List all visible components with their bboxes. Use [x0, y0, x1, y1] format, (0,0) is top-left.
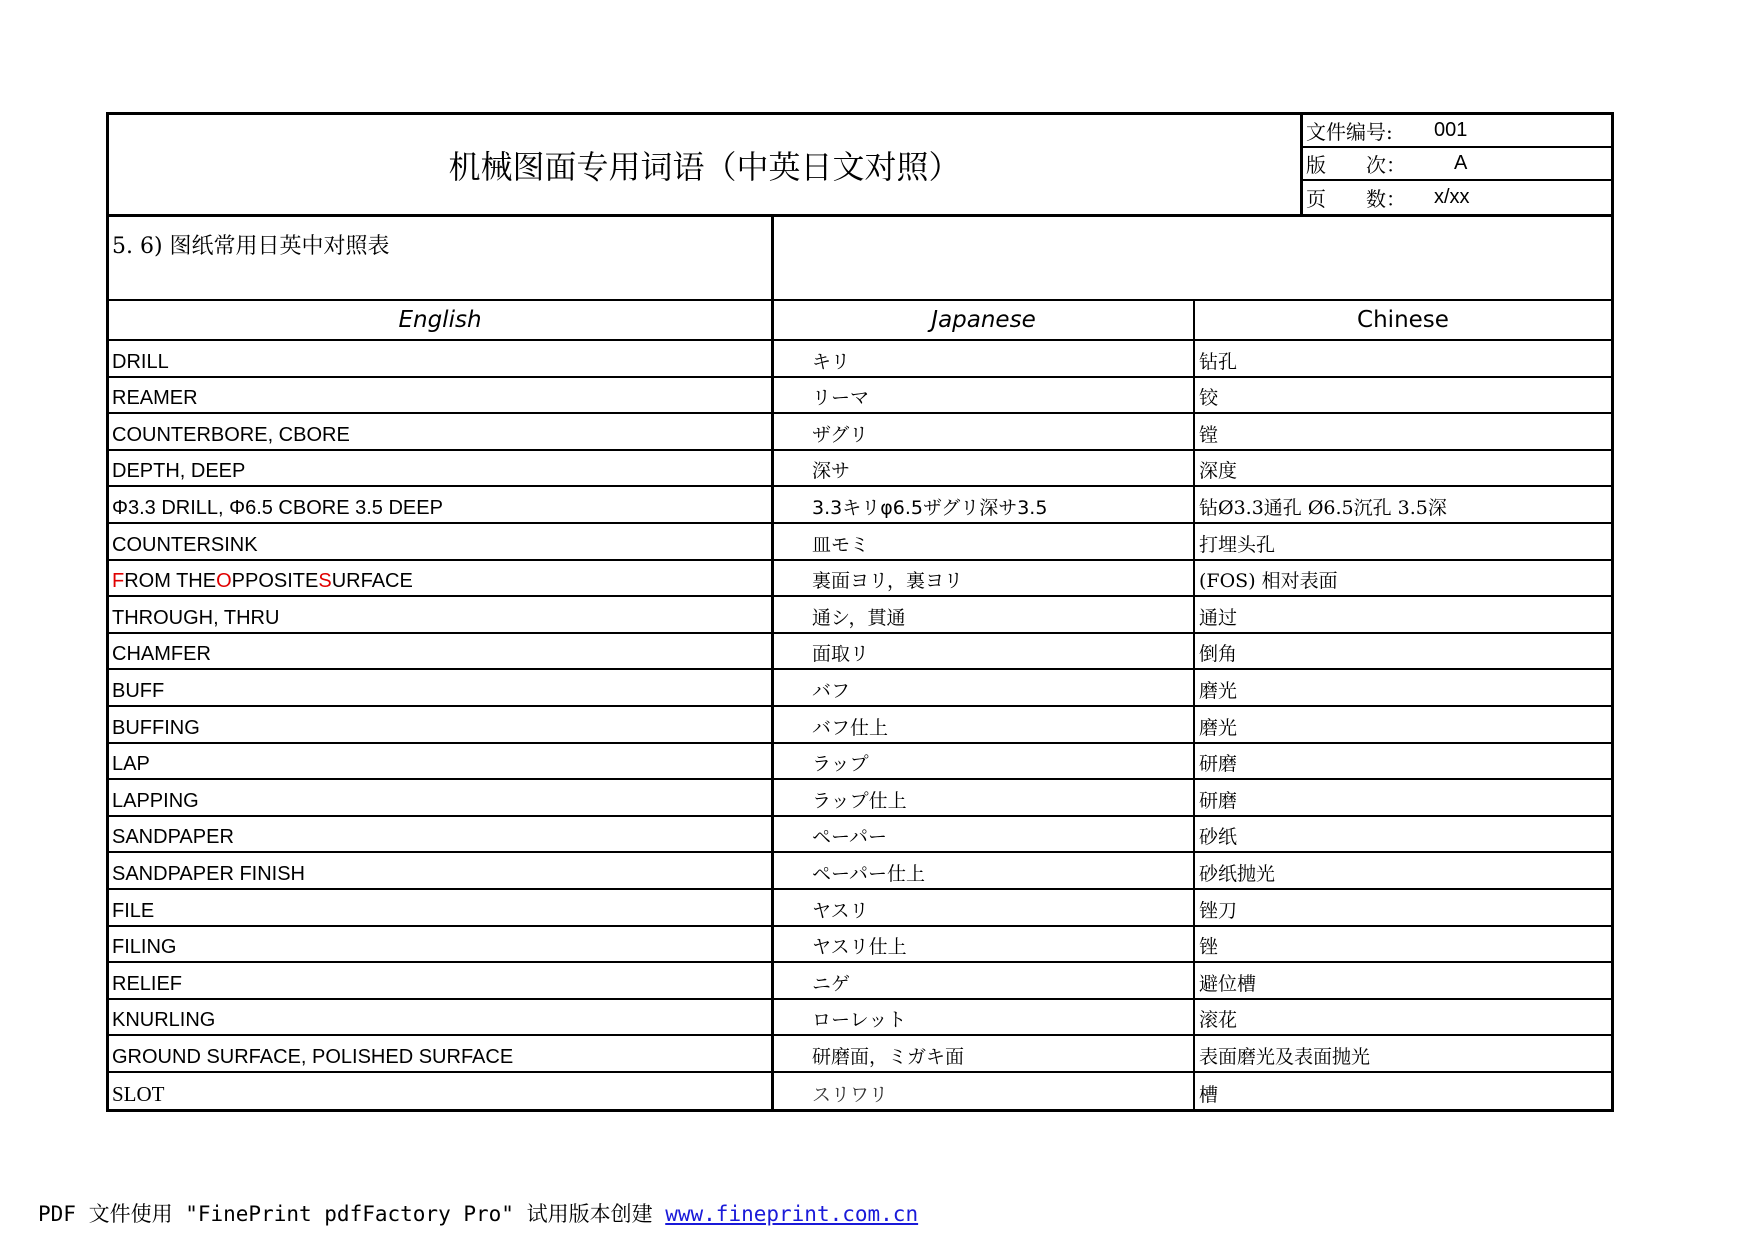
cell-english: SANDPAPER FINISH — [109, 853, 774, 888]
table-row — [109, 707, 1611, 744]
cell-japanese: スリワリ — [774, 1073, 1195, 1110]
meta-row-version — [1303, 148, 1611, 181]
section-label: 5. 6) 图纸常用日英中对照表 — [109, 217, 774, 299]
cell-chinese: 打埋头孔 — [1199, 533, 1276, 556]
table-row — [109, 817, 1611, 854]
cell-english: THROUGH, THRU — [109, 597, 774, 632]
table-body — [109, 341, 1611, 1109]
table-row — [109, 414, 1611, 451]
meta-label: 页 数： — [1306, 187, 1406, 211]
cell-japanese: キリ — [774, 341, 1195, 376]
table-row — [109, 670, 1611, 707]
table-row — [109, 451, 1611, 488]
cell-chinese: (FOS) 相对表面 — [1199, 570, 1338, 593]
cell-chinese: 研磨 — [1199, 753, 1238, 776]
cell-english: DEPTH, DEEP — [109, 451, 774, 486]
cell-japanese: ラップ — [774, 744, 1195, 779]
cell-chinese: 通过 — [1199, 606, 1238, 629]
cell-english: SANDPAPER — [109, 817, 774, 852]
cell-chinese: 磨光 — [1199, 679, 1238, 702]
cell-japanese: バフ仕上 — [774, 707, 1195, 742]
pdf-footer — [38, 1198, 918, 1228]
table-row — [109, 744, 1611, 781]
column-header-english: English — [109, 301, 774, 339]
cell-japanese: ザグリ — [774, 414, 1195, 449]
cell-english: FILING — [109, 927, 774, 962]
cell-english: LAPPING — [109, 780, 774, 815]
cell-chinese: 镗 — [1199, 423, 1219, 446]
cell-english: KNURLING — [109, 1000, 774, 1035]
cell-chinese: 避位槽 — [1199, 972, 1257, 995]
cell-japanese: ニゲ — [774, 963, 1195, 998]
footer-link[interactable]: www.fineprint.com.cn — [665, 1202, 919, 1226]
meta-value: A — [1454, 152, 1468, 174]
cell-chinese: 研磨 — [1199, 789, 1238, 812]
document-meta — [1303, 115, 1611, 214]
table-row — [109, 1036, 1611, 1073]
cell-chinese: 锉 — [1199, 936, 1219, 959]
cell-english: BUFF — [109, 670, 774, 705]
document-table — [106, 112, 1614, 1112]
meta-label: 文件编号: — [1306, 120, 1393, 144]
table-row — [109, 1000, 1611, 1037]
table-row — [109, 524, 1611, 561]
section-empty-cell — [774, 217, 1611, 299]
cell-chinese: 铰 — [1199, 387, 1219, 410]
cell-japanese: 研磨面，ミガキ面 — [774, 1036, 1195, 1071]
cell-chinese: 深度 — [1199, 460, 1238, 483]
cell-chinese: 砂纸 — [1199, 826, 1238, 849]
table-header-row — [109, 301, 1611, 341]
acronym-letter: F — [112, 570, 125, 593]
section-row — [109, 217, 1611, 301]
table-row — [109, 341, 1611, 378]
cell-japanese: バフ — [774, 670, 1195, 705]
cell-chinese: 砂纸抛光 — [1199, 862, 1276, 885]
cell-japanese: 3.3キリφ6.5ザグリ深サ3.5 — [774, 487, 1195, 522]
cell-english: GROUND SURFACE, POLISHED SURFACE — [109, 1036, 774, 1071]
cell-japanese: ペーパー仕上 — [774, 853, 1195, 888]
cell-chinese: 锉刀 — [1199, 899, 1238, 922]
cell-japanese: ヤスリ仕上 — [774, 927, 1195, 962]
cell-japanese: ヤスリ — [774, 890, 1195, 925]
table-row — [109, 487, 1611, 524]
cell-english: FILE — [109, 890, 774, 925]
table-row — [109, 1073, 1611, 1110]
term-fragment: URFACE — [331, 570, 413, 593]
cell-japanese: 皿モミ — [774, 524, 1195, 559]
acronym-letter: S — [318, 570, 332, 593]
cell-english: CHAMFER — [109, 634, 774, 669]
table-row — [109, 780, 1611, 817]
document-header — [109, 115, 1611, 217]
cell-chinese: 磨光 — [1199, 716, 1238, 739]
term-fragment: ROM THE — [124, 570, 217, 593]
meta-value: x/xx — [1434, 186, 1470, 208]
cell-chinese: 倒角 — [1199, 643, 1238, 666]
table-row — [109, 378, 1611, 415]
term-fragment: PPOSITE — [231, 570, 319, 593]
cell-chinese: 滚花 — [1199, 1009, 1238, 1032]
acronym-letter: O — [216, 570, 232, 593]
cell-japanese: リーマ — [774, 378, 1195, 413]
meta-row-pages — [1303, 181, 1611, 214]
column-header-chinese: Chinese — [1357, 307, 1449, 333]
cell-chinese: 槽 — [1199, 1084, 1219, 1107]
meta-label: 版 次： — [1306, 153, 1406, 177]
cell-japanese: ローレット — [774, 1000, 1195, 1035]
footer-text: PDF 文件使用 "FinePrint pdfFactory Pro" 试用版本创建 — [38, 1202, 666, 1226]
cell-english: REAMER — [109, 378, 774, 413]
cell-japanese: ラップ仕上 — [774, 780, 1195, 815]
cell-english — [109, 561, 774, 596]
cell-english: RELIEF — [109, 963, 774, 998]
cell-english: Φ3.3 DRILL, Φ6.5 CBORE 3.5 DEEP — [109, 487, 774, 522]
column-header-japanese: Japanese — [774, 301, 1195, 339]
cell-english: LAP — [109, 744, 774, 779]
meta-value: 001 — [1434, 119, 1468, 141]
cell-japanese: 通シ，貫通 — [774, 597, 1195, 632]
document-title: 机械图面专用词语（中英日文对照） — [109, 115, 1303, 214]
cell-japanese: 面取リ — [774, 634, 1195, 669]
table-row — [109, 963, 1611, 1000]
table-row — [109, 853, 1611, 890]
cell-chinese: 钻孔 — [1199, 350, 1238, 373]
cell-english: COUNTERBORE, CBORE — [109, 414, 774, 449]
cell-japanese: 深サ — [774, 451, 1195, 486]
cell-english: DRILL — [109, 341, 774, 376]
table-row — [109, 927, 1611, 964]
meta-row-file-number — [1303, 115, 1611, 148]
cell-japanese: ペーパー — [774, 817, 1195, 852]
table-row — [109, 890, 1611, 927]
cell-english: BUFFING — [109, 707, 774, 742]
table-row — [109, 634, 1611, 671]
cell-english: SLOT — [109, 1073, 774, 1110]
cell-english: COUNTERSINK — [109, 524, 774, 559]
table-row — [109, 561, 1611, 598]
table-row — [109, 597, 1611, 634]
cell-chinese: 表面磨光及表面抛光 — [1199, 1045, 1371, 1068]
cell-chinese: 钻Ø3.3通孔 Ø6.5沉孔 3.5深 — [1199, 496, 1447, 519]
cell-japanese: 裏面ヨリ，裏ヨリ — [774, 561, 1195, 596]
